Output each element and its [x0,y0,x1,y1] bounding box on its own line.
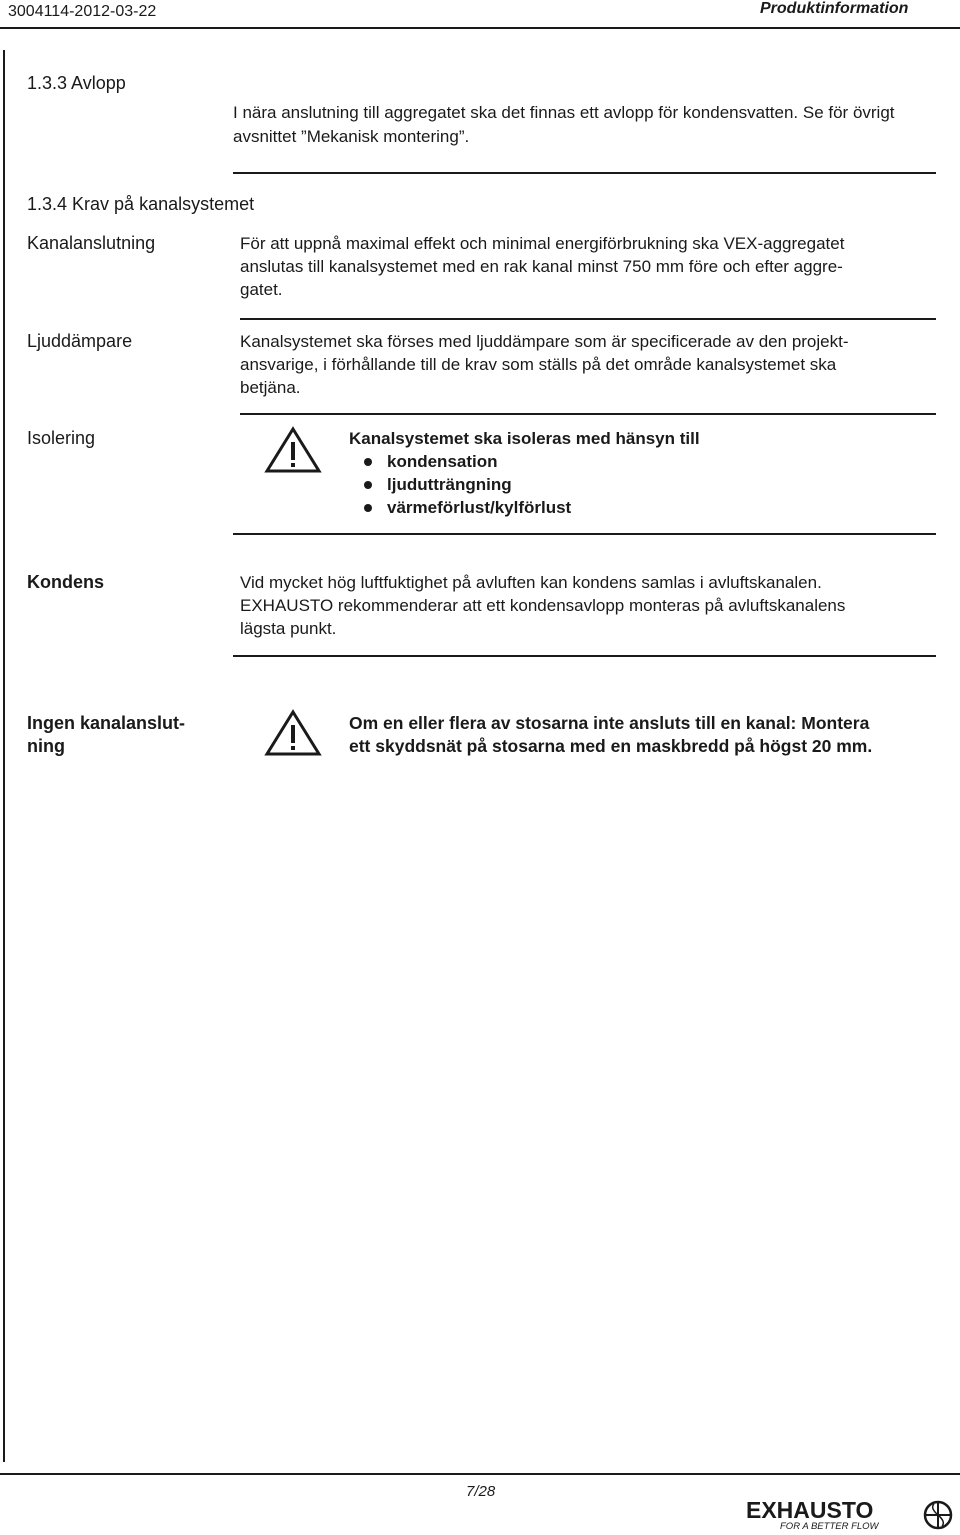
ingen-line-1: Om en eller flera av stosarna inte ansluts till en kanal: Montera [349,713,870,733]
label-kondens: Kondens [27,572,105,592]
kondens-line-2: EXHAUSTO rekommenderar att ett kondensavlopp monteras på avluftskanalens [240,596,846,615]
isolering-warning [349,427,949,519]
label-isolering: Isolering [27,428,96,448]
kondens-line-3: lägsta punkt. [240,619,337,638]
section-heading-avlopp: 1.3.3 Avlopp [27,73,126,93]
kanalanslutning-line-3: gatet. [240,280,283,299]
isolering-intro: Kanalsystemet ska isoleras med hänsyn till [349,429,700,448]
page-number: 7/28 [466,1483,496,1500]
kondens-line-1: Vid mycket hög luftfuktighet på avluften kan kondens samlas i avluftskanalen. [240,573,822,592]
kanalanslutning-text [240,232,940,301]
label-line-1: Ingen kanalanslut- [27,713,186,733]
divider [240,318,936,320]
margin-line [3,50,5,1462]
ljuddampare-line-1: Kanalsystemet ska förses med ljuddämpare som är specificerade av den projekt- [240,332,849,351]
avlopp-text [233,101,960,149]
label-kanalanslutning: Kanalanslutning [27,233,156,253]
exhausto-emblem-icon [925,1502,951,1528]
label-line-2: ning [27,736,65,756]
divider [233,533,936,535]
divider [233,655,936,657]
warning-triangle-icon [264,426,322,479]
section-heading-krav: 1.3.4 Krav på kanalsystemet [27,194,255,214]
ljuddampare-line-3: betjäna. [240,378,301,397]
list-item: kondensation [349,450,949,473]
ljuddampare-line-2: ansvarige, i förhållande till de krav som ställs på det område kanalsystemet ska [240,355,837,374]
divider [240,413,936,415]
kondens-text [240,571,940,640]
document-id: 3004114-2012-03-22 [8,3,157,20]
ingen-line-2: ett skyddsnät på stosarna med en maskbredd på högst 20 mm. [349,736,873,756]
footer-rule [0,1473,960,1475]
logo-tagline: FOR A BETTER FLOW [780,1521,879,1530]
divider [233,172,936,174]
label-ljuddampare: Ljuddämpare [27,331,133,351]
kanalanslutning-line-2: anslutas till kanalsystemet med en rak kanal minst 750 mm före och efter aggre- [240,257,843,276]
header-rule [0,27,960,29]
kanalanslutning-line-1: För att uppnå maximal effekt och minimal energiförbrukning ska VEX-aggregatet [240,234,845,253]
logo-brand: EXHAUSTO [746,1498,874,1523]
header-title: Produktinformation [760,0,909,17]
list-item: ljudutträngning [349,473,949,496]
ljuddampare-text [240,330,940,399]
avlopp-line-1: I nära anslutning till aggregatet ska det finnas ett avlopp för kondensvatten. Se för övrigt [233,103,895,122]
exhausto-logo [744,1498,954,1535]
label-ingen-kanalanslutning [27,712,185,758]
avlopp-line-2: avsnittet ”Mekanisk montering”. [233,127,470,146]
ingen-warning [349,712,949,758]
list-item: värmeförlust/kylförlust [349,496,949,519]
warning-triangle-icon [264,709,322,762]
